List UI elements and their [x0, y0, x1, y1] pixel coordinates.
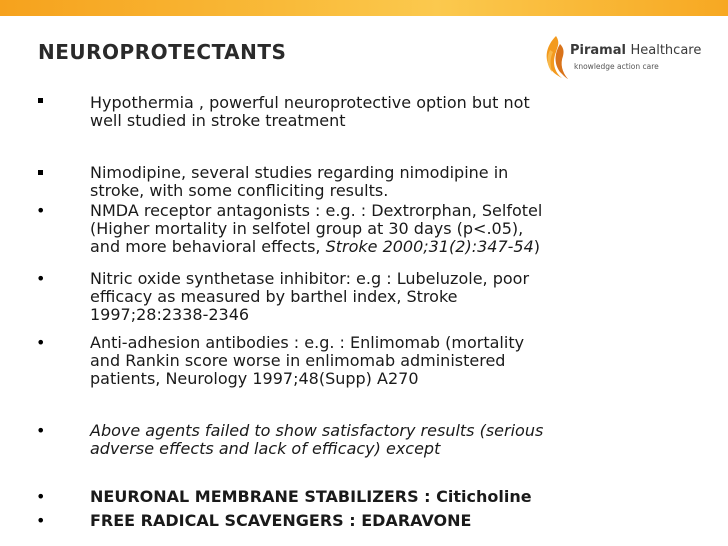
bullet-line: NMDA receptor antagonists : e.g. : Dextrorphan, Selfotel [90, 201, 543, 220]
round-bullet-icon: • [36, 269, 46, 288]
bullet-line: Anti-adhesion antibodies : e.g. : Enlimomab (mortality [90, 333, 525, 352]
line-prefix: and more behavioral effects, [90, 237, 326, 256]
bullet-line: (Higher mortality in selfotel group at 30 days (p<.05), [90, 219, 524, 238]
bullet-line: Above agents failed to show satisfactory results (serious [90, 421, 544, 440]
bullet-item-nmda [90, 202, 690, 256]
square-bullet-icon [38, 170, 43, 175]
bullet-item-anti-adhesion [90, 334, 690, 388]
round-bullet-icon: • [36, 511, 46, 530]
flame-logo-icon [540, 34, 570, 80]
round-bullet-icon: • [36, 421, 46, 440]
bullet-line: efficacy as measured by barthel index, Stroke [90, 287, 458, 306]
logo-tagline: knowledge action care [574, 62, 659, 71]
round-bullet-icon: • [36, 201, 46, 220]
bullet-item-radical-scavengers [90, 512, 690, 530]
bullet-line: well studied in stroke treatment [90, 111, 346, 130]
company-logo [540, 34, 710, 82]
bullet-line: stroke, with some confliciting results. [90, 181, 389, 200]
bullet-line: Hypothermia , powerful neuroprotective option but not [90, 93, 530, 112]
round-bullet-icon: • [36, 487, 46, 506]
bullet-item-nimodipine [90, 164, 690, 200]
logo-brand-text [570, 43, 701, 58]
bullet-item-membrane-stabilizers [90, 488, 690, 506]
bullet-line [90, 238, 690, 256]
bullet-item-hypothermia [90, 94, 690, 130]
bullet-line: patients, Neurology 1997;48(Supp) A270 [90, 369, 419, 388]
bullet-line: FREE RADICAL SCAVENGERS : EDARAVONE [90, 511, 472, 530]
bullet-line: NEURONAL MEMBRANE STABILIZERS : Citicholine [90, 487, 532, 506]
logo-brand-primary: Piramal [570, 43, 626, 58]
bullet-line: adverse effects and lack of efficacy) except [90, 439, 441, 458]
top-accent-stripe [0, 0, 728, 16]
bullet-line: Nimodipine, several studies regarding nimodipine in [90, 163, 509, 182]
bullet-line: Nitric oxide synthetase inhibitor: e.g : Lubeluzole, poor [90, 269, 530, 288]
round-bullet-icon: • [36, 333, 46, 352]
slide-title: NEUROPROTECTANTS [38, 40, 287, 64]
bullet-line: 1997;28:2338-2346 [90, 305, 250, 324]
citation: Stroke 2000;31(2):347-54 [325, 237, 534, 256]
line-suffix: ) [533, 237, 541, 256]
bullet-item-summary [90, 422, 690, 458]
square-bullet-icon [38, 98, 43, 103]
bullet-line: and Rankin score worse in enlimomab administered [90, 351, 506, 370]
logo-brand-secondary: Healthcare [630, 43, 702, 58]
bullet-item-nitric-oxide [90, 270, 690, 324]
